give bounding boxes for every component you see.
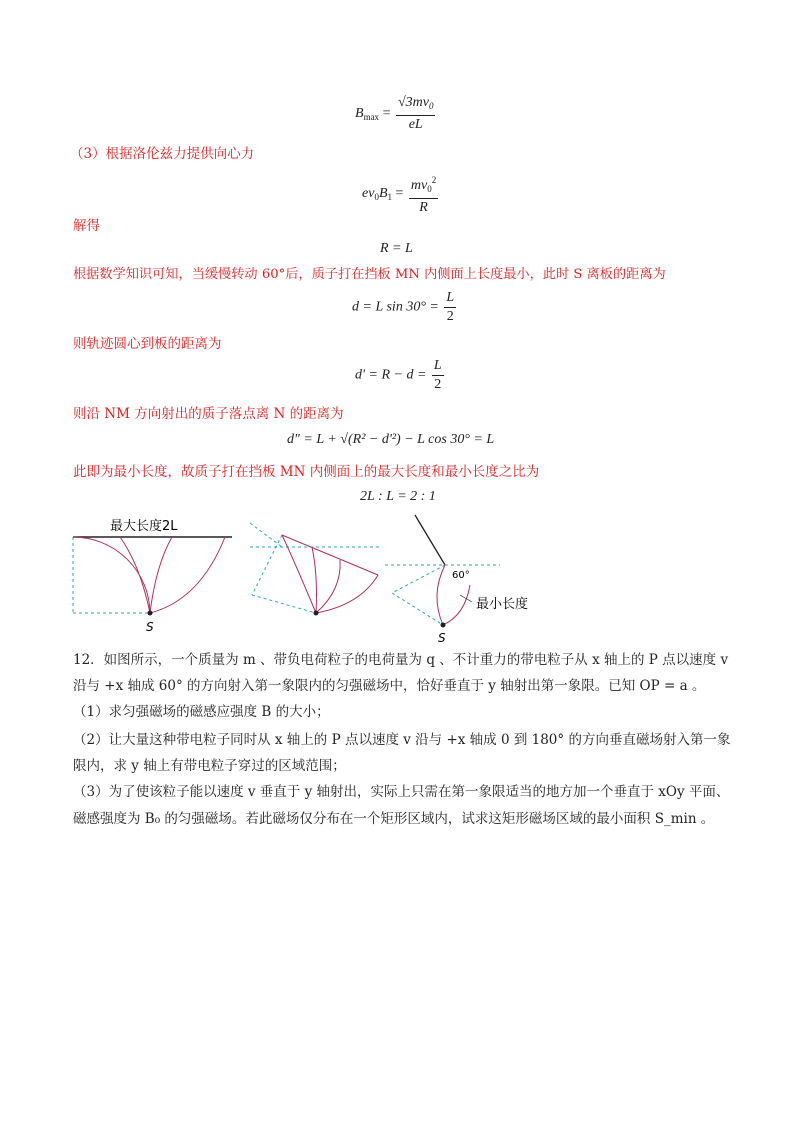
problem12-q3-line1: （3）为了使该粒子能以速度 v 垂直于 y 轴射出，实际上只需在第一象限适当的地方加一个垂直于 xOy 平面、 [73,784,730,800]
equation-d-double-prime: d" = L + √(R² − d'²) − L cos 30° = L [287,432,495,447]
point-s [148,611,153,616]
arc-3 [150,537,172,613]
equation-ratio: 2L : L = 2 : 1 [360,489,436,504]
arc-r2 [312,547,317,613]
equation-force: $ev_0B_1$ = $\frac{mv_0^2}{R}$ [362,172,440,216]
solve-word: 解得 [73,218,100,234]
equation-d: d = L sin 30° = $\frac{L}{2}$ [352,290,455,324]
plate-60deg [415,515,445,565]
part3-heading: （3）根据洛伦兹力提供向心力 [70,146,255,162]
problem12-q1: （1）求匀强磁场的磁感应强度 B 的大小； [73,704,330,720]
point-s-3 [441,623,446,628]
arc-4 [150,537,225,613]
arc-r3 [316,560,340,613]
panel-max-length [73,518,232,634]
para-ratio-intro: 此即为最小长度，故质子打在挡板 MN 内侧面上的最大长度和最小长度之比为 [73,464,540,480]
problem12-line2: 沿与 +x 轴成 60° 的方向射入第一象限内的匀强磁场中，恰好垂直于 y 轴射出第一象限。已知 OP = a 。 [73,678,706,694]
equation-d-prime: d' = R − d = $\frac{L}{2}$ [355,358,442,392]
label-max-length: 最大长度2L [110,519,178,534]
problem12-q2-line1: （2）让大量这种带电粒子同时从 x 轴上的 P 点以速度 v 沿与 +x 轴成 0 到 180° 的方向垂直磁场射入第一象 [73,732,731,748]
equation-r-eq-l: R = L [380,241,413,256]
dashed-bottom-2 [252,595,316,613]
bmax-symbol: B [355,106,364,122]
dashed-side [252,535,282,595]
plate-rotated [282,535,378,575]
para-landing-distance: 则沿 NM 方向射出的质子落点离 N 的距离为 [73,406,344,422]
arc-r4 [316,575,378,613]
panel-rotated [250,523,380,616]
problem12-q2-line2: 限内，求 y 轴上有带电粒子穿过的区域范围； [73,758,346,774]
panel-min-length [385,515,528,645]
problem12-line1: 12．如图所示，一个质量为 m 、带负电荷粒子的电荷量为 q 、不计重力的带电粒子从 x 轴上的 P 点以速度 v [73,652,729,668]
equation-bmax: $B_{max}$ = $\frac{√3mv_0}{eL}$ [355,95,434,132]
arc-m2 [443,585,470,625]
para-min-length: 根据数学知识可知，当缓慢转动 60°后，质子打在挡板 MN 内侧面上长度最小，此时 S 离板的距离为 [73,267,666,282]
dashed-diag-1 [250,523,282,547]
arc-1 [73,537,150,613]
label-s: S [146,620,154,634]
arc-2 [120,537,150,613]
label-angle: 60° [452,570,470,581]
para-center-distance: 则轨迹圆心到板的距离为 [73,336,222,352]
point-s-2 [314,611,319,616]
dashed-diag-3b [392,593,443,625]
problem12-q3-line2: 磁感强度为 B₀ 的匀强磁场。若此磁场仅分布在一个矩形区域内，试求这矩形磁场区域的最小面积 S_min 。 [73,811,715,827]
trajectory-figure [60,505,580,645]
arc-m1 [437,565,445,625]
label-min-length: 最小长度 [476,597,529,612]
label-s-3: S [438,631,446,645]
